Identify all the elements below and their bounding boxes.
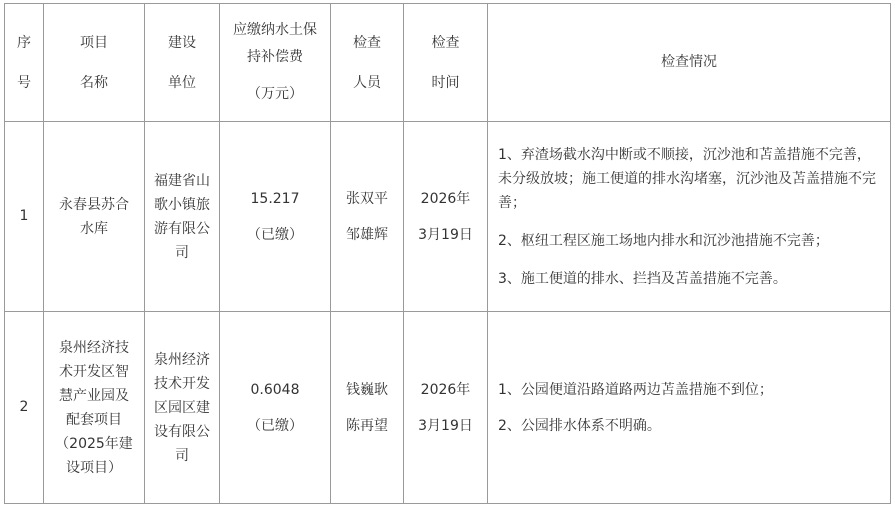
project-name-line: （2025年建 [55, 435, 133, 452]
construction-unit-line: 歌小镇旅 [154, 196, 210, 213]
inspector-name: 张双平 [346, 190, 388, 207]
detail-item: 3、施工便道的排水、拦挡及苫盖措施不完善。 [498, 270, 787, 287]
detail-item: 2、枢纽工程区施工场地内排水和沉沙池措施不完善； [498, 232, 829, 249]
header-details: 检查情况 [488, 4, 891, 122]
header-index-line: 序 [17, 34, 31, 51]
inspection-details [488, 312, 891, 504]
fee-status: （已缴） [247, 417, 303, 434]
inspector-name: 陈再望 [346, 417, 388, 434]
table-row [5, 122, 891, 312]
construction-unit-line: 技术开发 [154, 375, 210, 392]
header-unit-line: 单位 [168, 74, 196, 91]
detail-item: 1、公园便道沿路道路两边苫盖措施不到位； [498, 381, 773, 398]
construction-unit [145, 122, 220, 312]
header-inspectors-line: 人员 [353, 74, 381, 91]
inspection-date-line: 2026年 [420, 190, 471, 207]
construction-unit-line: 司 [175, 447, 189, 464]
inspection-table [4, 3, 891, 504]
detail-item: 2、公园排水体系不明确。 [498, 417, 661, 434]
inspection-details [488, 122, 891, 312]
inspector-name: 钱巍耿 [346, 381, 388, 398]
construction-unit-line: 司 [175, 244, 189, 261]
project-name-line: 水库 [80, 220, 108, 237]
detail-item: 1、弃渣场截水沟中断或不顺接，沉沙池和苫盖措施不完善，未分级放坡；施工便道的排水沟堵塞，沉沙池及苫盖措施不完善； [498, 146, 876, 211]
header-fee-line: 应缴纳水土保 [233, 22, 317, 38]
inspection-time [404, 122, 488, 312]
fee-amount [220, 122, 331, 312]
construction-unit-line: 福建省山 [154, 172, 210, 189]
project-name-line: 永春县苏合 [59, 196, 129, 213]
header-index [5, 4, 44, 122]
header-index-line: 号 [17, 74, 31, 91]
project-name-line: 慧产业园及 [59, 387, 129, 404]
fee-amount [220, 312, 331, 504]
header-project-line: 名称 [80, 74, 108, 91]
header-fee-line: （万元） [247, 86, 303, 102]
header-fee [220, 4, 331, 122]
inspector-name: 邹雄辉 [346, 226, 388, 243]
fee-status: （已缴） [247, 226, 303, 243]
header-unit-line: 建设 [168, 34, 196, 51]
project-name-line: 泉州经济技 [59, 339, 129, 356]
header-row [5, 4, 891, 122]
header-time [404, 4, 488, 122]
header-fee-line: 持补偿费 [247, 49, 303, 65]
construction-unit-line: 泉州经济 [154, 351, 210, 368]
construction-unit-line: 区园区建 [154, 399, 210, 416]
project-name-line: 设项目） [66, 459, 122, 476]
header-inspectors [331, 4, 404, 122]
inspection-date-line: 2026年 [420, 381, 471, 398]
header-inspectors-line: 检查 [353, 34, 381, 51]
construction-unit-line: 游有限公 [154, 220, 210, 237]
inspection-date-line: 3月19日 [418, 226, 473, 243]
project-name-line: 配套项目 [66, 411, 122, 428]
table-row [5, 312, 891, 504]
row-index: 1 [5, 122, 44, 312]
header-project [44, 4, 145, 122]
project-name [44, 122, 145, 312]
project-name [44, 312, 145, 504]
inspectors [331, 312, 404, 504]
fee-value: 15.217 [250, 190, 300, 207]
fee-value: 0.6048 [250, 381, 300, 398]
row-index: 2 [5, 312, 44, 504]
inspection-time [404, 312, 488, 504]
inspectors [331, 122, 404, 312]
header-unit [145, 4, 220, 122]
inspection-date-line: 3月19日 [418, 417, 473, 434]
header-time-line: 时间 [431, 74, 460, 91]
header-project-line: 项目 [80, 34, 108, 51]
header-time-line: 检查 [431, 34, 460, 51]
construction-unit [145, 312, 220, 504]
project-name-line: 术开发区智 [59, 363, 129, 380]
construction-unit-line: 设有限公 [154, 423, 210, 440]
